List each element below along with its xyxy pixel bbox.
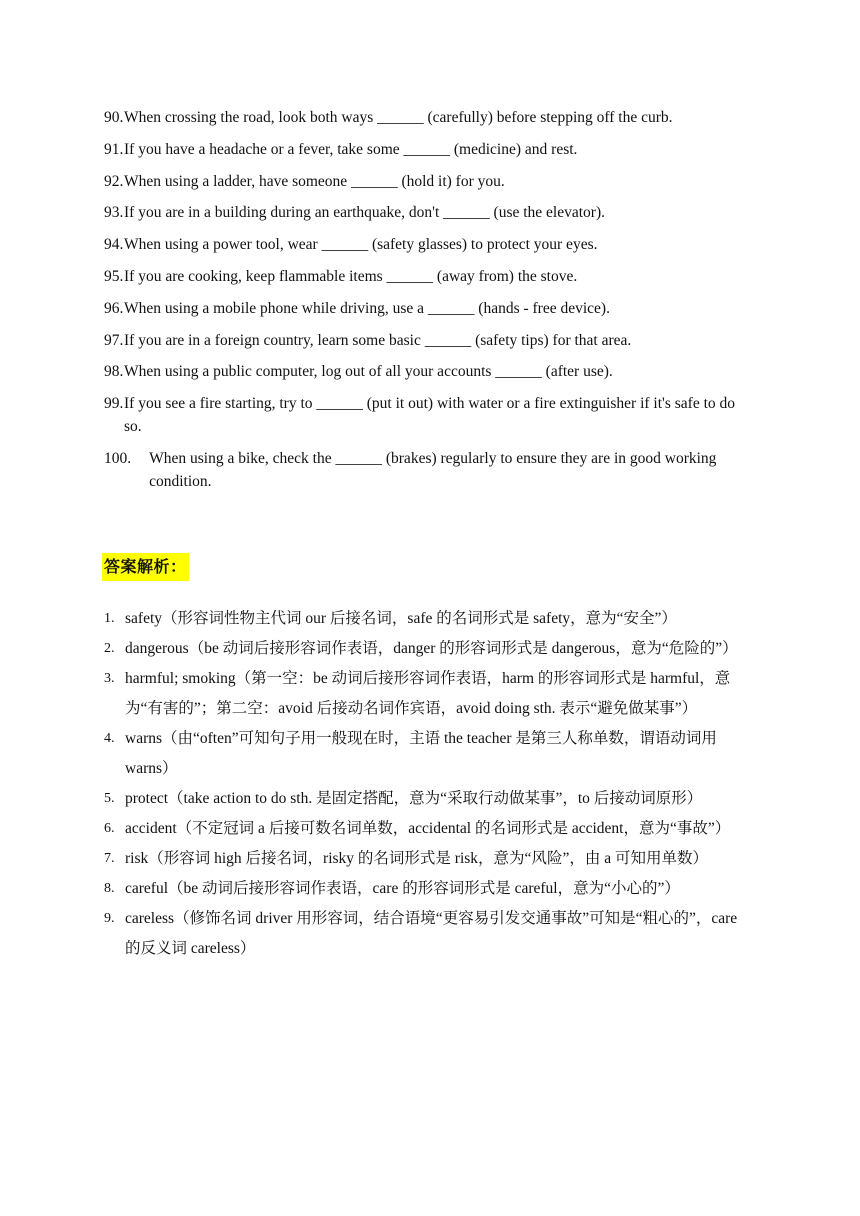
answer-text: warns（由“often”可知句子用一般现在时，主语 the teacher 是第三人称单数，谓语动词用 warns）	[125, 730, 717, 777]
question-number: 90.	[104, 109, 124, 126]
answer-text: risk（形容词 high 后接名词，risky 的名词形式是 risk，意为“风险”，由 a 可知用单数）	[125, 850, 708, 867]
question-item	[104, 447, 754, 493]
answer-text: dangerous（be 动词后接形容词作表语，danger 的形容词形式是 dangerous，意为“危险的”）	[125, 640, 738, 657]
question-item	[104, 233, 754, 256]
question-item	[104, 297, 754, 320]
question-item	[104, 329, 754, 352]
question-number: 100.	[104, 449, 132, 467]
answer-text: accident（不定冠词 a 后接可数名词单数，accidental 的名词形式是 accident，意为“事故”）	[125, 820, 731, 837]
answer-item	[104, 844, 756, 874]
question-number: 97.	[104, 331, 124, 349]
answer-number: 5.	[104, 791, 115, 806]
answer-item	[104, 874, 756, 904]
answer-number: 2.	[104, 641, 115, 656]
question-text: When crossing the road, look both ways ______ (carefully) before stepping off the curb.	[124, 109, 673, 126]
question-item	[104, 265, 754, 288]
answer-item	[104, 814, 756, 844]
question-number: 92.	[104, 172, 124, 190]
question-text: If you are cooking, keep flammable items ______ (away from) the stove.	[124, 267, 578, 285]
question-text: When using a ladder, have someone ______ (hold it) for you.	[124, 172, 505, 190]
question-item	[104, 201, 754, 224]
question-text: If you are in a building during an earthquake, don't ______ (use the elevator).	[124, 204, 605, 222]
question-number: 91.	[104, 140, 124, 158]
answers-heading: 答案解析：	[102, 553, 189, 581]
answers-heading-wrap	[102, 553, 189, 581]
question-text: When using a power tool, wear ______ (safety glasses) to protect your eyes.	[124, 236, 598, 254]
answer-item	[104, 664, 756, 724]
question-item	[104, 106, 754, 129]
question-item	[104, 392, 754, 438]
answer-number: 6.	[104, 821, 115, 836]
answer-number: 1.	[104, 611, 115, 626]
question-item	[104, 170, 754, 193]
answer-number: 7.	[104, 851, 115, 866]
answer-text: careless（修饰名词 driver 用形容词，结合语境“更容易引发交通事故”可知是“粗心的”，care 的反义词 careless）	[125, 910, 738, 957]
question-text: If you are in a foreign country, learn some basic ______ (safety tips) for that area.	[124, 331, 632, 349]
question-number: 98.	[104, 363, 124, 381]
question-text: If you have a headache or a fever, take some ______ (medicine) and rest.	[124, 140, 578, 158]
question-text: If you see a fire starting, try to ______ (put it out) with water or a fire extinguisher if it's safe to do so.	[124, 395, 736, 436]
question-number: 96.	[104, 299, 124, 317]
answer-number: 8.	[104, 881, 115, 896]
answer-text: protect（take action to do sth. 是固定搭配，意为“采取行动做某事”，to 后接动词原形）	[125, 790, 703, 807]
answer-number: 3.	[104, 671, 115, 686]
question-item	[104, 360, 754, 383]
answer-text: harmful; smoking（第一空：be 动词后接形容词作表语，harm 的形容词形式是 harmful，意为“有害的”；第二空：avoid 后接动名词作宾语，avoid doing sth. 表示“避免做某事”）	[125, 670, 731, 717]
question-number: 94.	[104, 236, 124, 254]
answer-text: careful（be 动词后接形容词作表语，care 的形容词形式是 careful，意为“小心的”）	[125, 880, 680, 897]
answer-list	[104, 604, 756, 964]
answer-item	[104, 634, 756, 664]
question-number: 99.	[104, 395, 124, 413]
answer-item	[104, 604, 756, 634]
question-number: 93.	[104, 204, 124, 222]
answer-item	[104, 904, 756, 964]
answer-number: 9.	[104, 911, 115, 926]
question-number: 95.	[104, 267, 124, 285]
question-text: When using a bike, check the ______ (brakes) regularly to ensure they are in good working condition.	[149, 449, 717, 490]
question-text: When using a public computer, log out of all your accounts ______ (after use).	[124, 363, 613, 381]
answer-text: safety（形容词性物主代词 our 后接名词，safe 的名词形式是 safety，意为“安全”）	[125, 610, 677, 627]
question-list	[104, 106, 754, 502]
answer-item	[104, 724, 756, 784]
answer-number: 4.	[104, 731, 115, 746]
answer-item	[104, 784, 756, 814]
question-text: When using a mobile phone while driving, use a ______ (hands - free device).	[124, 299, 610, 317]
question-item	[104, 138, 754, 161]
